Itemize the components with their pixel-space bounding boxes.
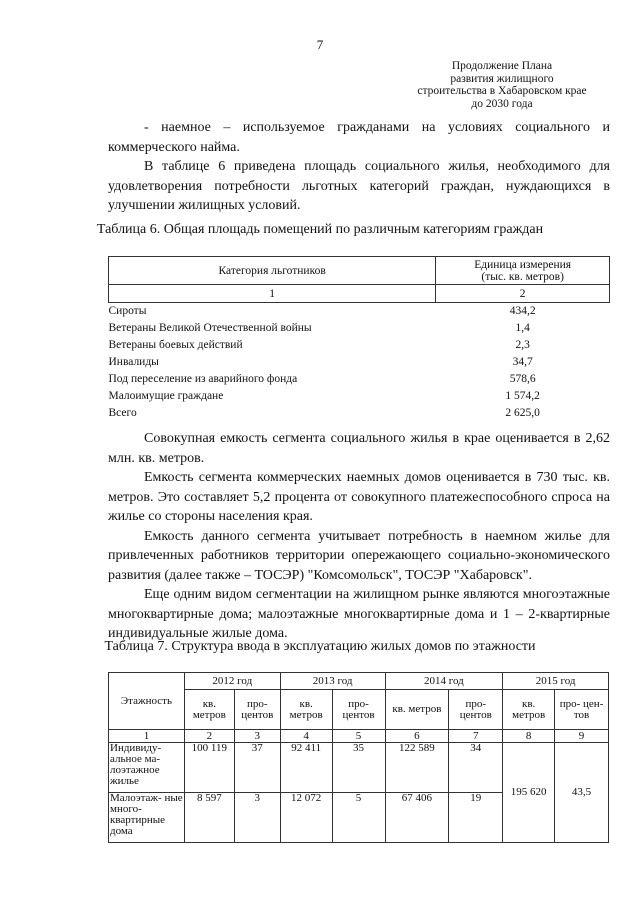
value-cell: 5 xyxy=(332,793,385,843)
value-cell: 92 411 xyxy=(280,743,332,793)
table-row xyxy=(109,388,610,405)
value-cell: 122 589 xyxy=(385,743,449,793)
header-year: 2015 год xyxy=(503,673,609,690)
value-cell: 8 597 xyxy=(184,793,234,843)
header-pct: про- цен- тов xyxy=(555,690,609,730)
colnum: 5 xyxy=(332,730,385,743)
header-sqm: кв. метров xyxy=(385,690,449,730)
value-cell: 37 xyxy=(234,743,280,793)
header-pct: про- центов xyxy=(449,690,503,730)
category-cell: Инвалиды xyxy=(108,356,159,368)
colnum: 2 xyxy=(184,730,234,743)
colnum: 3 xyxy=(234,730,280,743)
value-cell: 2 625,0 xyxy=(505,407,540,419)
paragraph: Емкость данного сегмента учитывает потребность в наемном жилье для привлеченных работников территории опережающего социально-экономического развития (далее также – ТОСЭР) "Комсомольск", ТОСЭР "Хабаровск". xyxy=(108,528,610,583)
table-row xyxy=(109,354,610,371)
category-cell: Сироты xyxy=(108,305,147,317)
header-pct: про- центов xyxy=(234,690,280,730)
table6-header-unit xyxy=(436,257,610,285)
header-line: Продолжение Плана xyxy=(451,60,553,72)
paragraph: Емкость сегмента коммерческих наемных домов оценивается в 730 тыс. кв. метров. Это составляет 5,2 процента от совокупного платежеспособного спроса на жилье со стороны населения края. xyxy=(108,470,610,524)
colnum: 9 xyxy=(555,730,609,743)
table6 xyxy=(108,256,610,422)
table-row xyxy=(109,337,610,354)
table-row xyxy=(109,743,609,793)
table6-colnum: 1 xyxy=(109,285,436,303)
value-cell: 19 xyxy=(449,793,503,843)
header-unit-line: Единица измерения xyxy=(474,258,572,271)
value-cell: 100 119 xyxy=(184,743,234,793)
category-cell: Малоимущие граждане xyxy=(108,390,224,402)
table7-caption: Таблица 7. Структура ввода в эксплуатацию жилых домов по этажности xyxy=(104,639,536,654)
header-line: до 2030 года xyxy=(471,97,533,110)
value-cell: 34 xyxy=(449,743,503,793)
value-cell: 35 xyxy=(332,743,385,793)
table-row xyxy=(109,320,610,337)
colnum: 1 xyxy=(109,730,185,743)
header-year: 2014 год xyxy=(385,673,503,690)
colnum: 8 xyxy=(503,730,555,743)
value-cell-merged: 195 620 xyxy=(503,743,555,843)
header-floor: Этажность xyxy=(109,673,185,730)
value-cell: 67 406 xyxy=(385,793,449,843)
document-header xyxy=(402,60,602,110)
value-cell: 434,2 xyxy=(509,305,536,317)
value-cell: 2,3 xyxy=(515,339,530,351)
table-row xyxy=(109,303,610,321)
value-cell: 578,6 xyxy=(509,373,536,385)
paragraph: - наемное – используемое гражданами на условиях социального и коммерческого найма. xyxy=(108,120,610,155)
category-cell: Под переселение из аварийного фонда xyxy=(108,373,298,385)
header-unit-line: (тыс. кв. метров) xyxy=(481,270,564,283)
paragraph: Еще одним видом сегментации на жилищном рынке являются многоэтажные многоквартирные дома; малоэтажные многоквартирные дома и 1 – 2-квартирные индивидуальные жилые дома. xyxy=(108,587,610,641)
table-row xyxy=(109,405,610,422)
row-label: Малоэтаж- ные много- квартирные дома xyxy=(109,793,185,843)
header-pct: про- центов xyxy=(332,690,385,730)
header-year: 2012 год xyxy=(184,673,280,690)
header-sqm: кв. метров xyxy=(280,690,332,730)
value-cell: 3 xyxy=(234,793,280,843)
paragraph: В таблице 6 приведена площадь социального жилья, необходимого для удовлетворения потребности льготных категорий граждан, нуждающихся в улучшении жилищных условий. xyxy=(108,159,610,213)
value-cell: 1 574,2 xyxy=(505,390,540,402)
header-sqm: кв. метров xyxy=(503,690,555,730)
colnum: 7 xyxy=(449,730,503,743)
middle-text xyxy=(108,429,610,644)
value-cell: 34,7 xyxy=(512,356,533,368)
header-line: строительства в Хабаровском крае xyxy=(417,85,587,97)
table6-colnum: 2 xyxy=(436,285,610,303)
row-label: Индивиду- альное ма- лоэтажное жилье xyxy=(109,743,185,793)
header-sqm: кв. метров xyxy=(184,690,234,730)
category-cell: Всего xyxy=(108,407,137,419)
header-year: 2013 год xyxy=(280,673,385,690)
table6-caption: Таблица 6. Общая площадь помещений по различным категориям граждан xyxy=(96,222,544,237)
table-row xyxy=(109,371,610,388)
table6-header-category: Категория льготников xyxy=(109,257,436,285)
colnum: 4 xyxy=(280,730,332,743)
value-cell: 1,4 xyxy=(515,322,530,334)
colnum: 6 xyxy=(385,730,449,743)
value-cell-merged: 43,5 xyxy=(555,743,609,843)
page-number: 7 xyxy=(316,37,324,52)
category-cell: Ветераны Великой Отечественной войны xyxy=(108,322,312,334)
intro-text xyxy=(108,118,610,216)
header-line: развития жилищного xyxy=(450,72,554,85)
table7 xyxy=(108,672,609,843)
category-cell: Ветераны боевых действий xyxy=(108,339,243,351)
value-cell: 12 072 xyxy=(280,793,332,843)
paragraph: Совокупная емкость сегмента социального жилья в крае оценивается в 2,62 млн. кв. метров. xyxy=(108,431,610,466)
